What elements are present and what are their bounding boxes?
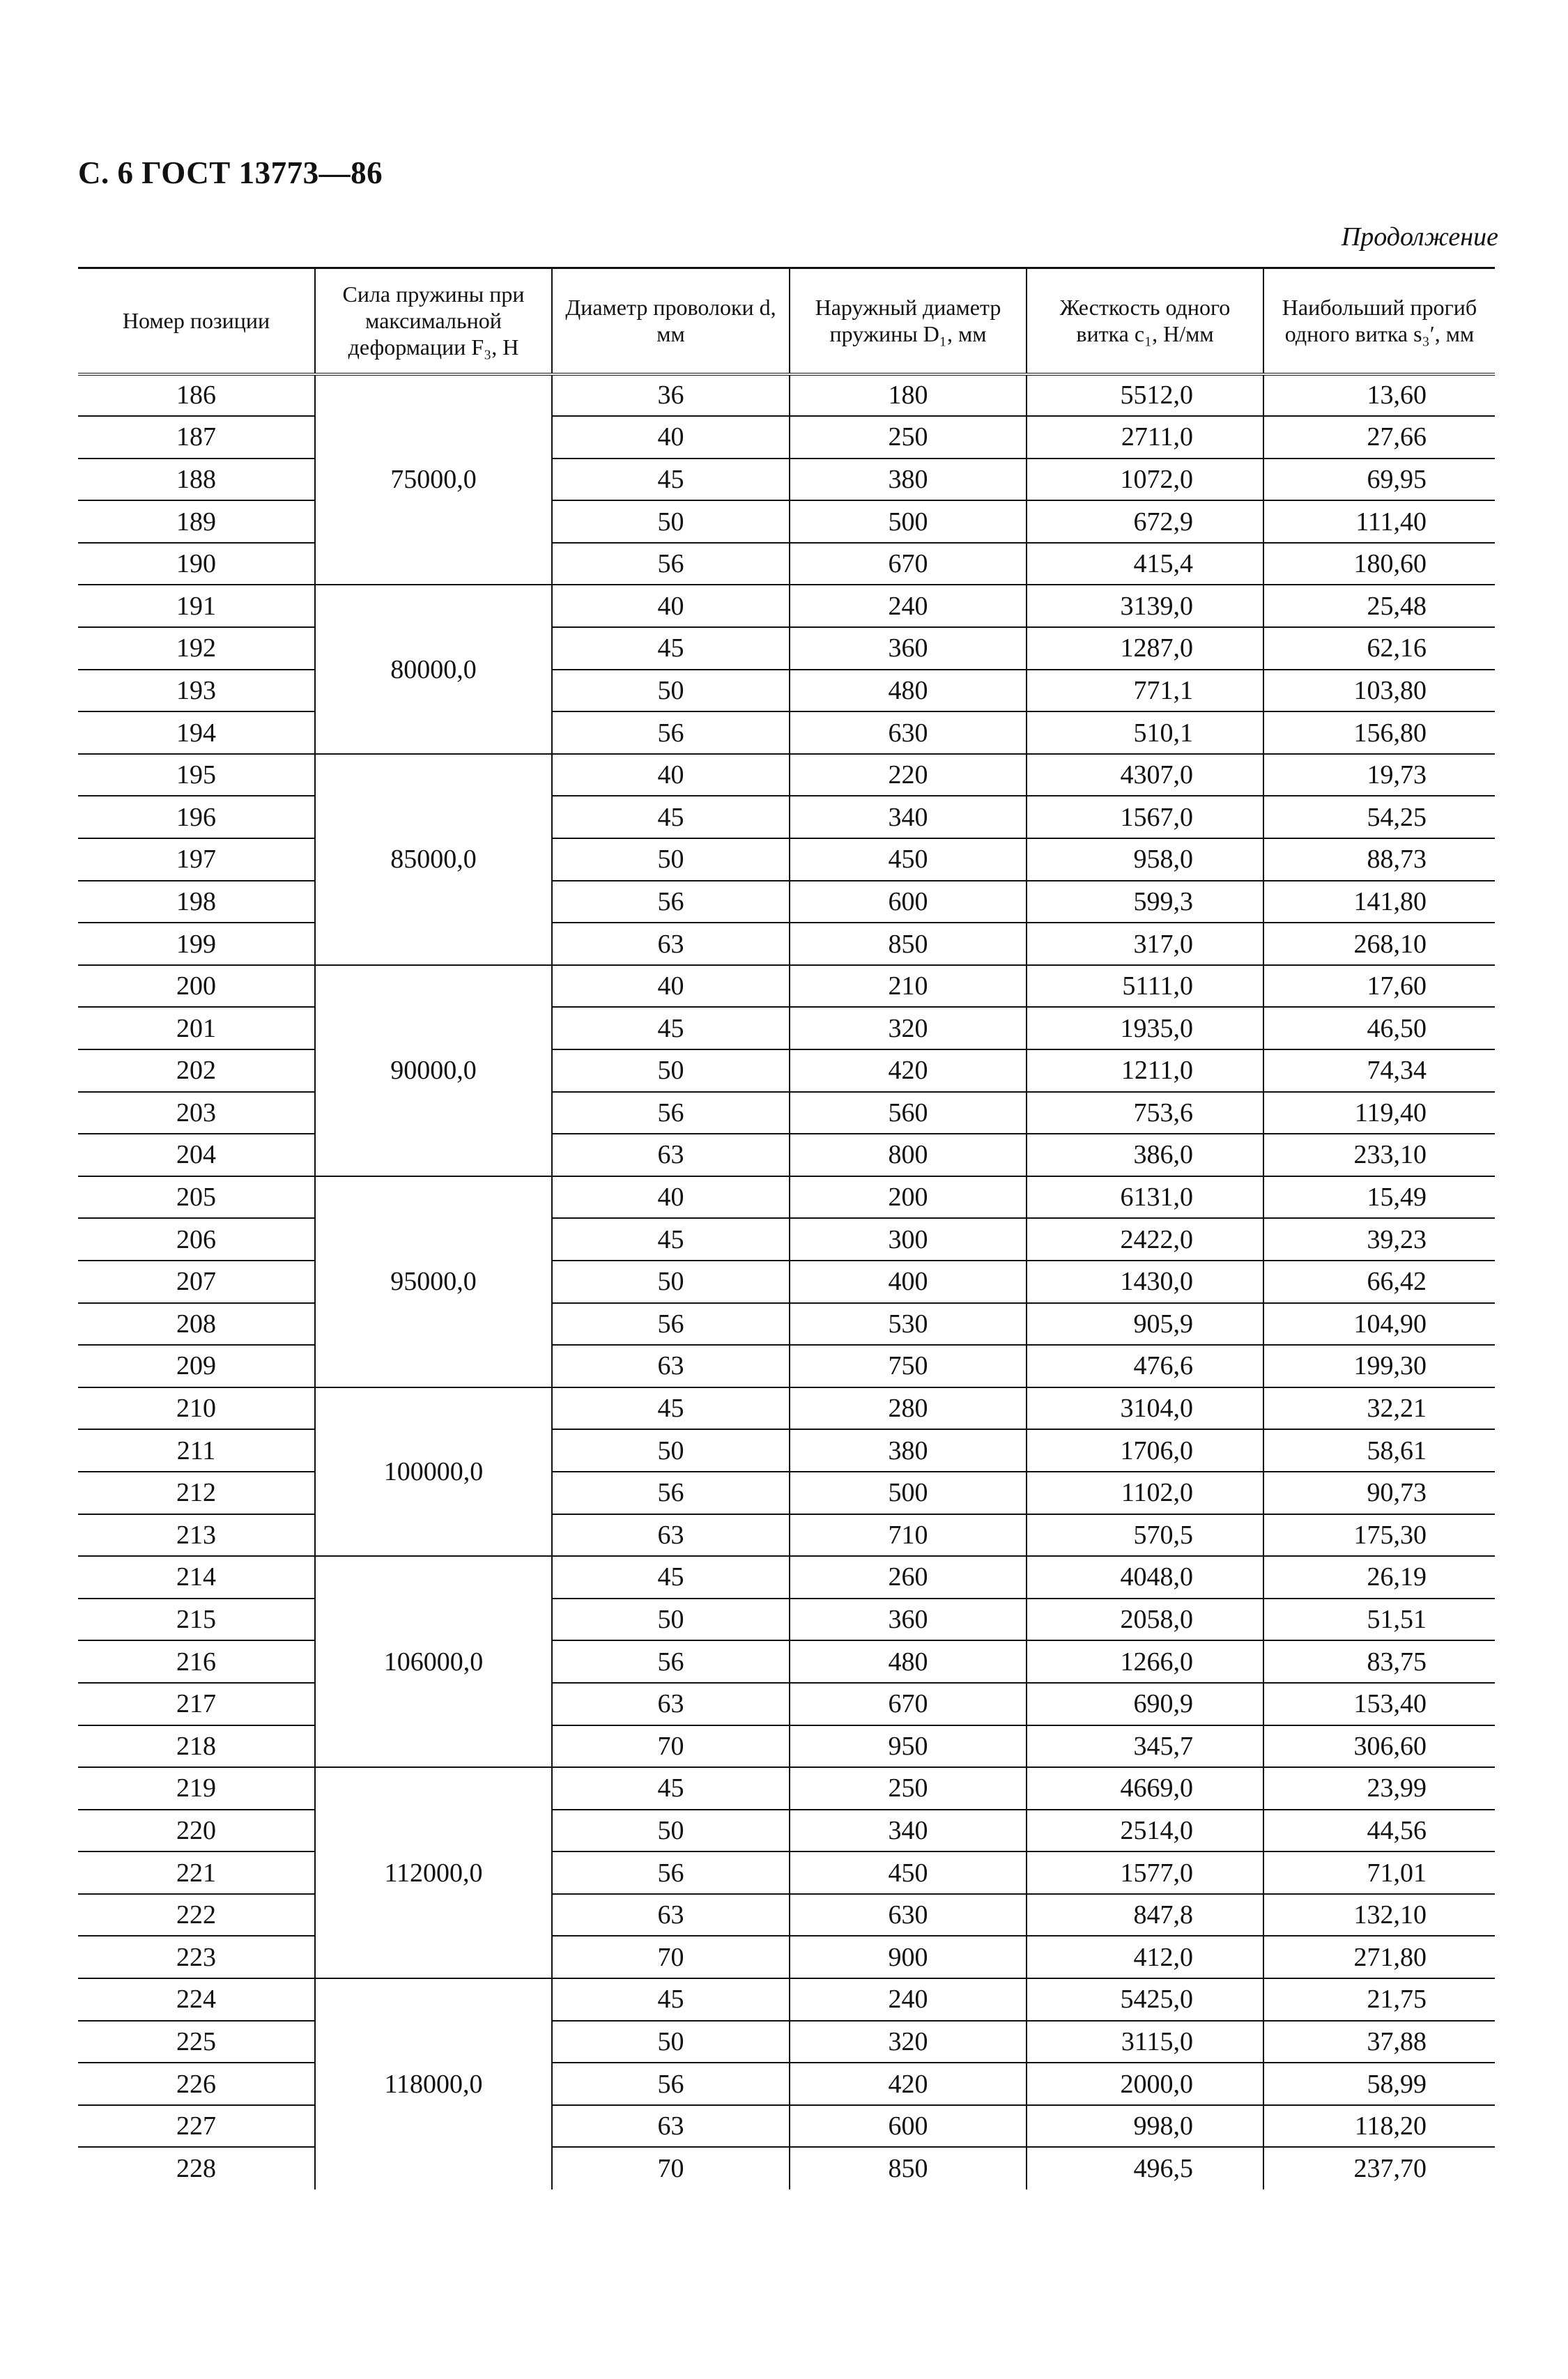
cell-outer-diameter: 200	[790, 1176, 1027, 1219]
table-row	[78, 2147, 1495, 2189]
cell-stiffness: 847,8	[1027, 1894, 1263, 1937]
cell-max-deflection: 58,61	[1263, 1429, 1495, 1472]
cell-wire-diameter: 45	[552, 1218, 790, 1261]
cell-position: 189	[78, 500, 315, 543]
cell-max-deflection: 141,80	[1263, 881, 1495, 923]
cell-wire-diameter: 40	[552, 754, 790, 796]
cell-wire-diameter: 40	[552, 585, 790, 627]
cell-position: 216	[78, 1640, 315, 1683]
table-row	[78, 965, 1495, 1008]
table-row	[78, 1936, 1495, 1978]
cell-wire-diameter: 56	[552, 711, 790, 754]
cell-position: 197	[78, 838, 315, 881]
cell-force: 106000,0	[315, 1556, 552, 1767]
cell-max-deflection: 39,23	[1263, 1218, 1495, 1261]
cell-position: 196	[78, 796, 315, 838]
table-row	[78, 1092, 1495, 1134]
cell-position: 203	[78, 1092, 315, 1134]
cell-wire-diameter: 56	[552, 1303, 790, 1346]
table-row	[78, 1894, 1495, 1937]
cell-outer-diameter: 320	[790, 2021, 1027, 2063]
cell-position: 209	[78, 1345, 315, 1387]
cell-stiffness: 317,0	[1027, 923, 1263, 965]
cell-stiffness: 4307,0	[1027, 754, 1263, 796]
cell-outer-diameter: 950	[790, 1725, 1027, 1768]
cell-max-deflection: 237,70	[1263, 2147, 1495, 2189]
cell-position: 228	[176, 2154, 216, 2184]
cell-wire-diameter: 63	[552, 923, 790, 965]
table-row	[78, 2021, 1495, 2063]
cell-max-deflection: 58,99	[1263, 2063, 1495, 2105]
table-row	[78, 838, 1495, 881]
cell-force: 95000,0	[315, 1176, 552, 1387]
cell-outer-diameter: 630	[790, 1894, 1027, 1937]
cell-outer-diameter: 450	[790, 1851, 1027, 1894]
cell-outer-diameter: 670	[790, 1683, 1027, 1725]
cell-wire-diameter: 40	[552, 965, 790, 1008]
cell-position: 226	[78, 2063, 315, 2105]
cell-wire-diameter: 56	[552, 2063, 790, 2105]
cell-wire-diameter: 63	[552, 1514, 790, 1557]
table-row	[78, 1851, 1495, 1894]
cell-stiffness: 496,5	[1027, 2147, 1263, 2189]
cell-outer-diameter: 280	[790, 1387, 1027, 1430]
cell-outer-diameter: 710	[790, 1514, 1027, 1557]
cell-stiffness: 6131,0	[1027, 1176, 1263, 1219]
cell-outer-diameter: 340	[790, 1810, 1027, 1852]
cell-wire-diameter: 50	[552, 1810, 790, 1852]
cell-max-deflection: 27,66	[1263, 416, 1495, 459]
cell-outer-diameter: 180	[790, 374, 1027, 417]
cell-position: 205	[78, 1176, 315, 1219]
cell-stiffness: 1567,0	[1027, 796, 1263, 838]
cell-position: 225	[78, 2021, 315, 2063]
cell-stiffness: 476,6	[1027, 1345, 1263, 1387]
cell-outer-diameter: 750	[790, 1345, 1027, 1387]
cell-outer-diameter: 300	[790, 1218, 1027, 1261]
cell-stiffness: 2000,0	[1027, 2063, 1263, 2105]
cell-position: 217	[78, 1683, 315, 1725]
cell-outer-diameter: 800	[790, 1134, 1027, 1176]
table-row	[78, 711, 1495, 754]
cell-max-deflection: 306,60	[1263, 1725, 1495, 1768]
cell-position: 192	[78, 627, 315, 670]
table-row	[78, 1640, 1495, 1683]
cell-outer-diameter: 670	[790, 543, 1027, 585]
table-row	[78, 1978, 1495, 2021]
cell-max-deflection: 44,56	[1263, 1810, 1495, 1852]
table-row	[78, 1429, 1495, 1472]
cell-stiffness: 3115,0	[1027, 2021, 1263, 2063]
table-row	[78, 1176, 1495, 1219]
page-header: С. 6 ГОСТ 13773—86	[78, 155, 383, 190]
cell-outer-diameter: 600	[790, 2105, 1027, 2148]
cell-outer-diameter: 360	[790, 1599, 1027, 1641]
cell-force: 118000,0	[315, 1978, 552, 2189]
cell-max-deflection: 104,90	[1263, 1303, 1495, 1346]
cell-outer-diameter: 210	[790, 965, 1027, 1008]
cell-position: 204	[78, 1134, 315, 1176]
cell-position: 223	[78, 1936, 315, 1978]
cell-outer-diameter: 480	[790, 1640, 1027, 1683]
table-row	[78, 1472, 1495, 1514]
cell-outer-diameter: 850	[790, 923, 1027, 965]
cell-max-deflection: 268,10	[1263, 923, 1495, 965]
table-row	[78, 1303, 1495, 1346]
cell-stiffness: 1266,0	[1027, 1640, 1263, 1683]
cell-max-deflection: 90,73	[1263, 1472, 1495, 1514]
cell-wire-diameter: 56	[552, 543, 790, 585]
table-row	[78, 1725, 1495, 1768]
cell-stiffness: 2711,0	[1027, 416, 1263, 459]
cell-stiffness: 1102,0	[1027, 1472, 1263, 1514]
cell-position: 211	[78, 1429, 315, 1472]
cell-outer-diameter: 630	[790, 711, 1027, 754]
cell-max-deflection: 180,60	[1263, 543, 1495, 585]
cell-stiffness: 2422,0	[1027, 1218, 1263, 1261]
cell-outer-diameter: 600	[790, 881, 1027, 923]
cell-max-deflection: 15,49	[1263, 1176, 1495, 1219]
cell-position: 210	[78, 1387, 315, 1430]
header-stiffness: Жесткость одного витка c₁, Н/мм	[1027, 268, 1263, 374]
cell-outer-diameter: 320	[790, 1007, 1027, 1049]
table-row	[78, 1810, 1495, 1852]
cell-position: 188	[78, 459, 315, 501]
cell-outer-diameter: 560	[790, 1092, 1027, 1134]
cell-max-deflection: 25,48	[1263, 585, 1495, 627]
cell-wire-diameter: 63	[552, 1134, 790, 1176]
cell-max-deflection: 111,40	[1263, 500, 1495, 543]
cell-max-deflection: 74,34	[1263, 1049, 1495, 1092]
cell-wire-diameter: 50	[552, 2021, 790, 2063]
table-row	[78, 2105, 1495, 2148]
cell-max-deflection: 23,99	[1263, 1767, 1495, 1810]
continuation-label: Продолжение	[1341, 222, 1498, 252]
cell-position: 193	[78, 670, 315, 712]
cell-wire-diameter: 45	[552, 459, 790, 501]
table-row	[78, 1599, 1495, 1641]
cell-max-deflection: 233,10	[1263, 1134, 1495, 1176]
cell-position: 201	[78, 1007, 315, 1049]
cell-stiffness: 998,0	[1027, 2105, 1263, 2148]
cell-stiffness: 510,1	[1027, 711, 1263, 754]
cell-stiffness: 345,7	[1027, 1725, 1263, 1768]
table-row	[78, 1007, 1495, 1049]
cell-wire-diameter: 50	[552, 1049, 790, 1092]
cell-wire-diameter: 56	[552, 1472, 790, 1514]
table-row	[78, 1514, 1495, 1557]
cell-stiffness: 599,3	[1027, 881, 1263, 923]
cell-wire-diameter: 56	[552, 881, 790, 923]
cell-max-deflection: 199,30	[1263, 1345, 1495, 1387]
cell-stiffness: 4048,0	[1027, 1556, 1263, 1599]
cell-stiffness: 1577,0	[1027, 1851, 1263, 1894]
cell-wire-diameter: 45	[552, 796, 790, 838]
table-row	[78, 500, 1495, 543]
cell-force: 100000,0	[315, 1387, 552, 1556]
cell-max-deflection: 153,40	[1263, 1683, 1495, 1725]
table-row	[78, 670, 1495, 712]
table-row	[78, 1683, 1495, 1725]
cell-outer-diameter: 380	[790, 1429, 1027, 1472]
cell-stiffness: 5425,0	[1027, 1978, 1263, 2021]
cell-max-deflection: 175,30	[1263, 1514, 1495, 1557]
cell-outer-diameter: 420	[790, 2063, 1027, 2105]
cell-stiffness: 5111,0	[1027, 965, 1263, 1008]
cell-stiffness: 386,0	[1027, 1134, 1263, 1176]
cell-wire-diameter: 36	[552, 374, 790, 417]
cell-force: 75000,0	[315, 374, 552, 585]
cell-stiffness: 1211,0	[1027, 1049, 1263, 1092]
cell-outer-diameter: 420	[790, 1049, 1027, 1092]
cell-position: 220	[78, 1810, 315, 1852]
cell-wire-diameter: 63	[552, 1345, 790, 1387]
table-row	[78, 585, 1495, 627]
cell-wire-diameter: 45	[552, 1007, 790, 1049]
cell-max-deflection: 66,42	[1263, 1261, 1495, 1303]
cell-position: 208	[78, 1303, 315, 1346]
cell-position: 194	[78, 711, 315, 754]
table-row	[78, 881, 1495, 923]
cell-wire-diameter: 63	[552, 1894, 790, 1937]
cell-stiffness: 3139,0	[1027, 585, 1263, 627]
cell-outer-diameter: 380	[790, 459, 1027, 501]
cell-wire-diameter: 56	[552, 1640, 790, 1683]
table-row	[78, 1049, 1495, 1092]
cell-position: 195	[78, 754, 315, 796]
cell-stiffness: 412,0	[1027, 1936, 1263, 1978]
cell-force: 85000,0	[315, 754, 552, 965]
table-row	[78, 1134, 1495, 1176]
cell-stiffness: 1072,0	[1027, 459, 1263, 501]
cell-wire-diameter: 40	[552, 416, 790, 459]
cell-stiffness: 672,9	[1027, 500, 1263, 543]
cell-max-deflection: 132,10	[1263, 1894, 1495, 1937]
cell-max-deflection: 13,60	[1263, 374, 1495, 417]
cell-max-deflection: 46,50	[1263, 1007, 1495, 1049]
table-row	[78, 1261, 1495, 1303]
cell-position: 218	[78, 1725, 315, 1768]
table-row	[78, 627, 1495, 670]
cell-outer-diameter: 240	[790, 585, 1027, 627]
cell-stiffness: 690,9	[1027, 1683, 1263, 1725]
table-row	[78, 1387, 1495, 1430]
cell-max-deflection: 271,80	[1263, 1936, 1495, 1978]
cell-max-deflection: 21,75	[1263, 1978, 1495, 2021]
cell-stiffness: 4669,0	[1027, 1767, 1263, 1810]
cell-max-deflection: 26,19	[1263, 1556, 1495, 1599]
cell-max-deflection: 119,40	[1263, 1092, 1495, 1134]
cell-outer-diameter: 530	[790, 1303, 1027, 1346]
cell-max-deflection: 69,95	[1263, 459, 1495, 501]
cell-outer-diameter: 260	[790, 1556, 1027, 1599]
cell-wire-diameter: 70	[552, 1725, 790, 1768]
cell-force: 80000,0	[315, 585, 552, 753]
cell-stiffness: 5512,0	[1027, 374, 1263, 417]
cell-stiffness: 753,6	[1027, 1092, 1263, 1134]
table-body	[78, 374, 1495, 2190]
cell-force: 90000,0	[315, 965, 552, 1176]
cell-outer-diameter: 340	[790, 796, 1027, 838]
cell-max-deflection: 156,80	[1263, 711, 1495, 754]
cell-max-deflection: 83,75	[1263, 1640, 1495, 1683]
table-header-row	[78, 268, 1495, 374]
table-row	[78, 374, 1495, 417]
cell-position: 202	[78, 1049, 315, 1092]
cell-position: 191	[78, 585, 315, 627]
cell-wire-diameter: 50	[552, 670, 790, 712]
cell-wire-diameter: 45	[552, 1387, 790, 1430]
table-row	[78, 754, 1495, 796]
cell-stiffness: 1287,0	[1027, 627, 1263, 670]
cell-position: 221	[78, 1851, 315, 1894]
cell-stiffness: 1430,0	[1027, 1261, 1263, 1303]
cell-position: 224	[78, 1978, 315, 2021]
spring-spec-table	[78, 267, 1495, 2189]
cell-wire-diameter: 70	[552, 2147, 790, 2189]
cell-max-deflection: 71,01	[1263, 1851, 1495, 1894]
table-row	[78, 1345, 1495, 1387]
cell-outer-diameter: 250	[790, 1767, 1027, 1810]
cell-wire-diameter: 45	[552, 627, 790, 670]
cell-wire-diameter: 45	[552, 1978, 790, 2021]
cell-position: 198	[78, 881, 315, 923]
cell-position: 215	[78, 1599, 315, 1641]
cell-max-deflection: 37,88	[1263, 2021, 1495, 2063]
cell-outer-diameter: 360	[790, 627, 1027, 670]
table-row	[78, 1556, 1495, 1599]
cell-position: 206	[78, 1218, 315, 1261]
cell-stiffness: 1706,0	[1027, 1429, 1263, 1472]
cell-stiffness: 3104,0	[1027, 1387, 1263, 1430]
cell-wire-diameter: 56	[552, 1851, 790, 1894]
cell-wire-diameter: 56	[552, 1092, 790, 1134]
cell-max-deflection: 118,20	[1263, 2105, 1495, 2148]
cell-wire-diameter: 45	[552, 1556, 790, 1599]
cell-outer-diameter: 480	[790, 670, 1027, 712]
cell-stiffness: 771,1	[1027, 670, 1263, 712]
cell-position: 187	[78, 416, 315, 459]
cell-wire-diameter: 50	[552, 500, 790, 543]
header-wire-diameter: Диаметр проволоки d, мм	[552, 268, 790, 374]
cell-position: 199	[78, 923, 315, 965]
cell-outer-diameter: 850	[790, 2147, 1027, 2189]
table-row	[78, 796, 1495, 838]
cell-stiffness: 1935,0	[1027, 1007, 1263, 1049]
table-row	[78, 2063, 1495, 2105]
cell-stiffness: 905,9	[1027, 1303, 1263, 1346]
cell-position: 212	[78, 1472, 315, 1514]
cell-position: 214	[78, 1556, 315, 1599]
cell-stiffness: 415,4	[1027, 543, 1263, 585]
header-force: Сила пружины при максимальной деформации F₃, Н	[315, 268, 552, 374]
cell-outer-diameter: 450	[790, 838, 1027, 881]
cell-outer-diameter: 500	[790, 500, 1027, 543]
cell-wire-diameter: 50	[552, 1261, 790, 1303]
cell-position: 200	[78, 965, 315, 1008]
cell-position: 186	[78, 374, 315, 417]
cell-force: 112000,0	[315, 1767, 552, 1978]
cell-wire-diameter: 40	[552, 1176, 790, 1219]
cell-wire-diameter: 63	[552, 1683, 790, 1725]
cell-wire-diameter: 50	[552, 1599, 790, 1641]
cell-outer-diameter: 900	[790, 1936, 1027, 1978]
cell-outer-diameter: 400	[790, 1261, 1027, 1303]
cell-outer-diameter: 240	[790, 1978, 1027, 2021]
cell-stiffness: 958,0	[1027, 838, 1263, 881]
cell-max-deflection: 103,80	[1263, 670, 1495, 712]
header-outer-diameter: Наружный диаметр пружины D₁, мм	[790, 268, 1027, 374]
table-row	[78, 459, 1495, 501]
cell-position: 227	[78, 2105, 315, 2148]
cell-max-deflection: 62,16	[1263, 627, 1495, 670]
cell-wire-diameter: 50	[552, 1429, 790, 1472]
header-position: Номер позиции	[78, 268, 315, 374]
cell-max-deflection: 17,60	[1263, 965, 1495, 1008]
cell-max-deflection: 32,21	[1263, 1387, 1495, 1430]
table-row	[78, 1767, 1495, 1810]
table-row	[78, 1218, 1495, 1261]
cell-outer-diameter: 500	[790, 1472, 1027, 1514]
cell-stiffness: 2058,0	[1027, 1599, 1263, 1641]
table-row	[78, 543, 1495, 585]
cell-max-deflection: 51,51	[1263, 1599, 1495, 1641]
cell-max-deflection: 88,73	[1263, 838, 1495, 881]
cell-max-deflection: 19,73	[1263, 754, 1495, 796]
cell-position: 222	[78, 1894, 315, 1937]
table-row	[78, 923, 1495, 965]
cell-wire-diameter: 63	[552, 2105, 790, 2148]
cell-position: 190	[78, 543, 315, 585]
cell-wire-diameter: 70	[552, 1936, 790, 1978]
cell-position: 219	[78, 1767, 315, 1810]
cell-wire-diameter: 45	[552, 1767, 790, 1810]
cell-stiffness: 570,5	[1027, 1514, 1263, 1557]
cell-outer-diameter: 220	[790, 754, 1027, 796]
cell-position: 207	[78, 1261, 315, 1303]
cell-max-deflection: 54,25	[1263, 796, 1495, 838]
header-max-deflection: Наибольший прогиб одного витка s₃′, мм	[1263, 268, 1495, 374]
cell-position: 213	[78, 1514, 315, 1557]
cell-outer-diameter: 250	[790, 416, 1027, 459]
cell-stiffness: 2514,0	[1027, 1810, 1263, 1852]
cell-wire-diameter: 50	[552, 838, 790, 881]
table-row	[78, 416, 1495, 459]
